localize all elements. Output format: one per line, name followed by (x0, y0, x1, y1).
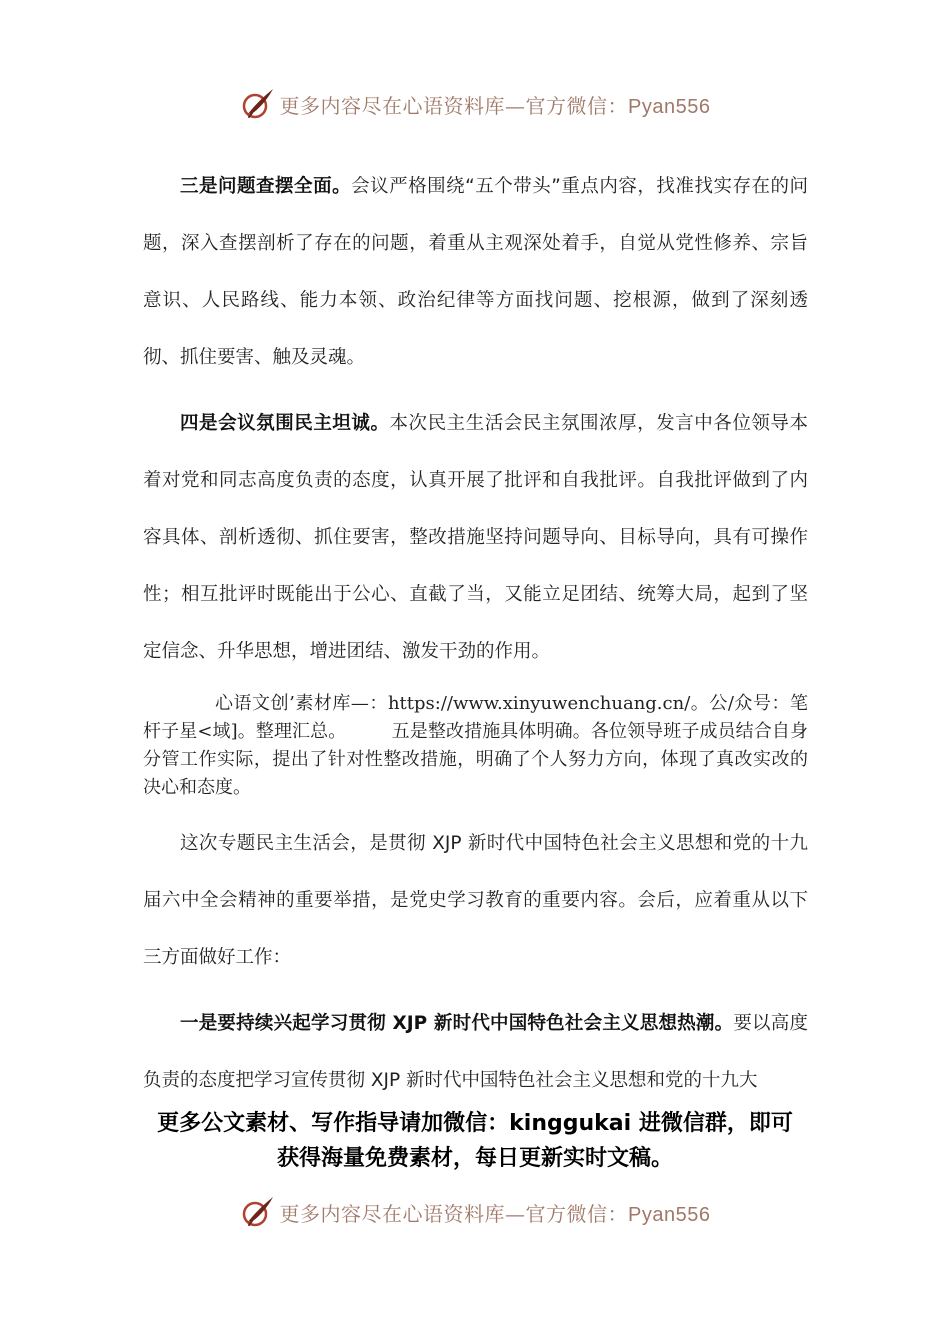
paragraph-body: 要以高度负责的态度把学习宣传贯彻 XJP 新时代中国特色社会主义思想和党的十九大 (143, 1013, 808, 1091)
banner-wechat-id: Pyan556 (628, 1203, 711, 1226)
banner-text (280, 90, 711, 119)
quill-logo-icon (240, 1194, 276, 1230)
banner-wechat-id: Pyan556 (628, 95, 711, 118)
quill-logo-icon (240, 86, 276, 122)
paragraph-meeting-summary: 这次专题民主生活会，是贯彻 XJP 新时代中国特色社会主义思想和党的十九届六中全会精神的重要举措，是党史学习教育的重要内容。会后，应着重从以下三方面做好工作： (143, 833, 808, 968)
banner-text (280, 1198, 711, 1227)
paragraph-lead: 一是要持续兴起学习贯彻 XJP 新时代中国特色社会主义思想热潮。 (180, 1013, 734, 1034)
promo-line-1: 更多公文素材、写作指导请加微信：kinggukai 进微信群，即可 (157, 1111, 793, 1136)
paragraph-lead: 三是问题查摆全面。 (180, 176, 352, 197)
promo-notice (120, 1106, 830, 1176)
header-banner (0, 82, 950, 126)
paragraph-problem-review (143, 158, 808, 386)
banner-label: 更多内容尽在心语资料库—官方微信： (279, 93, 629, 118)
promo-line-2: 获得海量免费素材，每日更新实时文稿。 (276, 1146, 673, 1171)
paragraph-study-campaign (143, 995, 808, 1109)
paragraph-rectification-measures: 心语文创’素材库—：https://www.xinyuwenchuang.cn/。公/众号：笔杆子星<域]。整理汇总。 五是整改措施具体明确。各位领导班子成员结合自身分管工作实际，提出了针对性整改措施，明确了个人努力方向，体现了真改实改的决心和态度。 (143, 693, 808, 798)
paragraph-democratic-atmosphere (143, 395, 808, 680)
banner-label: 更多内容尽在心语资料库—官方微信： (279, 1201, 629, 1226)
paragraph-body: 本次民主生活会民主氛围浓厚，发言中各位领导本着对党和同志高度负责的态度，认真开展了批评和自我批评。自我批评做到了内容具体、剖析透彻、抓住要害，整改措施坚持问题导向、目标导向，具有可操作性；相互批评时既能出于公心、直截了当，又能立足团结、统筹大局，起到了坚定信念、升华思想，增进团结、激发干劲的作用。 (143, 413, 808, 662)
paragraph-body: 会议严格围绕“五个带头”重点内容，找准找实存在的问题，深入查摆剖析了存在的问题，着重从主观深处着手，自觉从党性修养、宗旨意识、人民路线、能力本领、政治纪律等方面找问题、挖根源，做到了深刻透彻、抓住要害、触及灵魂。 (143, 176, 808, 368)
footer-banner (0, 1190, 950, 1234)
paragraph-lead: 四是会议氛围民主坦诚。 (180, 413, 390, 434)
